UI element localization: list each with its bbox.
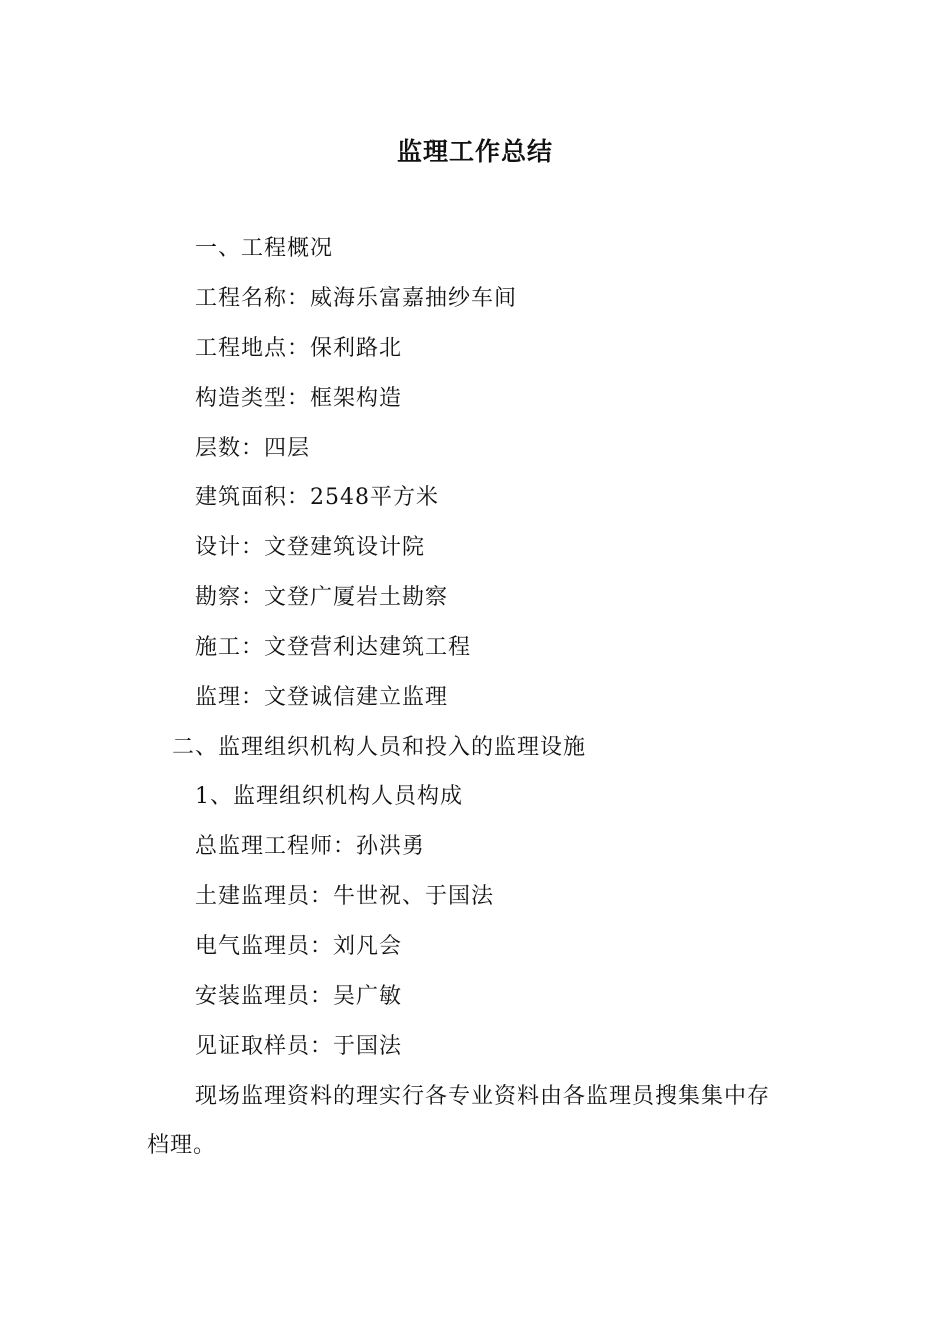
electrical-supervisor-line: 电气监理员：刘凡会 [195, 934, 403, 959]
sampling-witness-line: 见证取样员：于国法 [195, 1034, 403, 1059]
subsection-heading-personnel: 1、监理组织机构人员构成 [195, 784, 463, 809]
paragraph-line-2: 档理。 [147, 1133, 217, 1158]
paragraph-line-1: 现场监理资料的理实行各专业资料由各监理员搜集集中存 [195, 1084, 771, 1109]
chief-engineer-line: 总监理工程师：孙洪勇 [195, 834, 426, 859]
floors-line: 层数：四层 [195, 436, 311, 461]
construction-line: 施工：文登营利达建筑工程 [195, 635, 472, 660]
page-title: 监理工作总结 [396, 137, 553, 166]
civil-supervisor-line: 土建监理员：牛世祝、于国法 [195, 884, 495, 909]
structure-type-line: 构造类型：框架构造 [195, 386, 403, 411]
supervision-line: 监理：文登诚信建立监理 [195, 685, 449, 710]
project-location-line: 工程地点：保利路北 [195, 336, 403, 361]
section-heading-organization: 二、监理组织机构人员和投入的监理设施 [172, 735, 587, 760]
design-line: 设计：文登建筑设计院 [195, 535, 426, 560]
building-area-line: 建筑面积：2548平方米 [195, 485, 439, 510]
project-name-line: 工程名称：威海乐富嘉抽纱车间 [195, 286, 518, 311]
survey-line: 勘察：文登广厦岩土勘察 [195, 585, 449, 610]
installation-supervisor-line: 安装监理员：吴广敏 [195, 984, 403, 1009]
section-heading-project-overview: 一、工程概况 [195, 236, 334, 261]
